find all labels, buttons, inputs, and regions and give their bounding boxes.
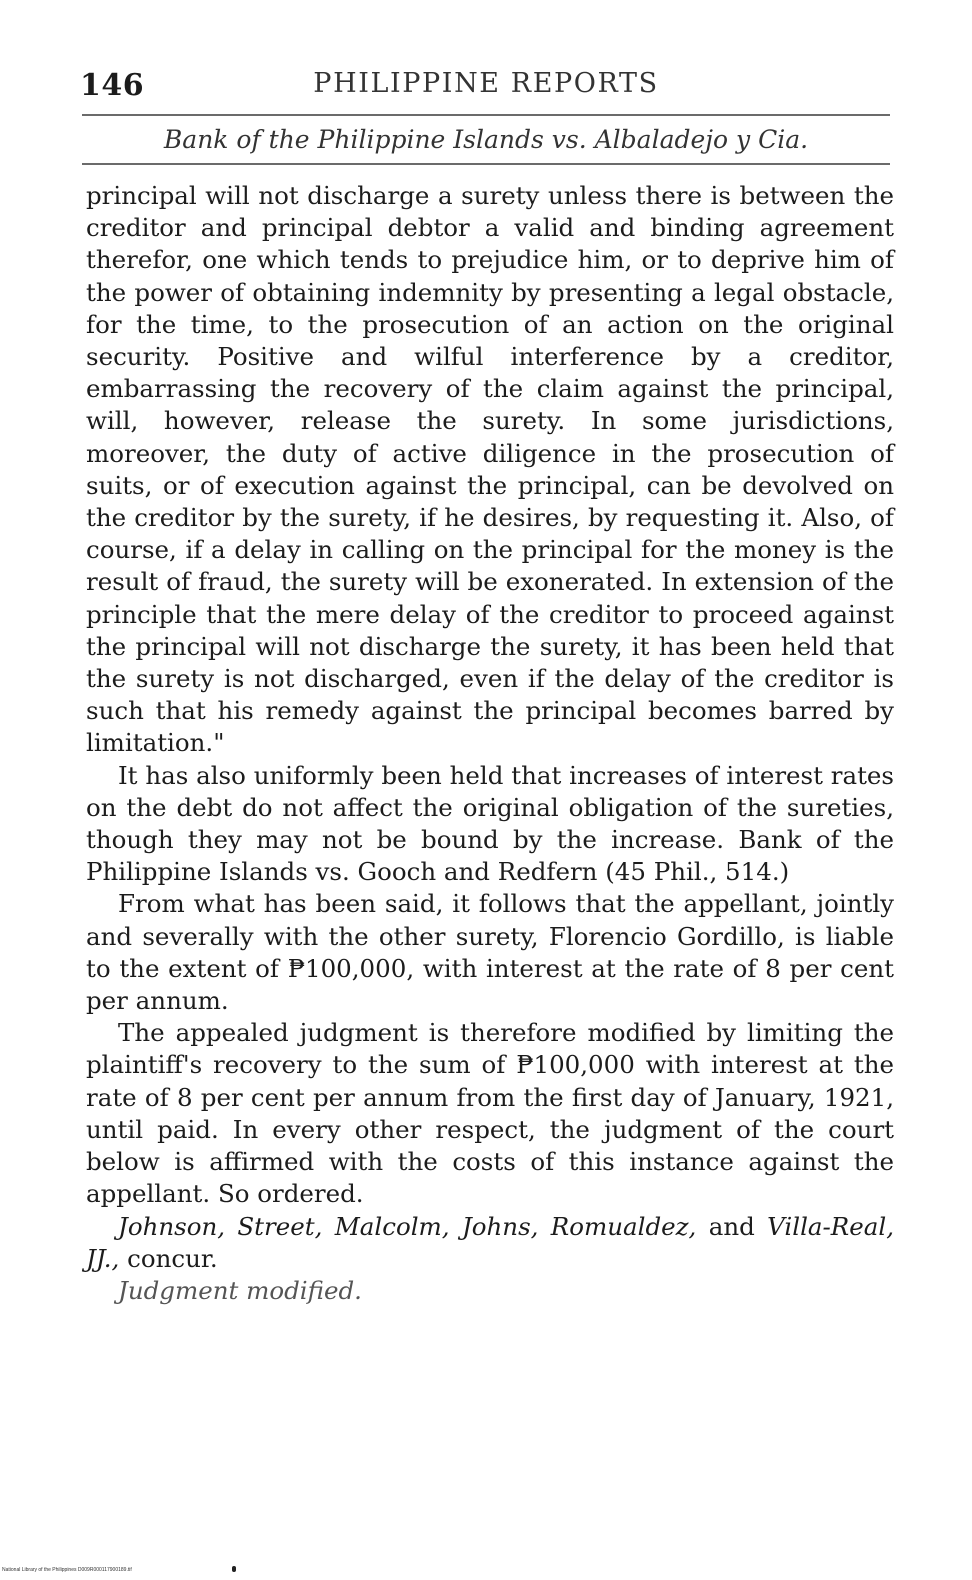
concurrence-connector: and — [696, 1211, 768, 1241]
paragraph-liability: From what has been said, it follows that the appellant, jointly and severally with the other surety, Florencio Gordillo, is liable to the extent of ₱100,000, with interest at the rate of 8 per cent per annum. — [86, 889, 894, 1016]
concurrence — [86, 1211, 894, 1275]
page-number: 146 — [80, 68, 145, 103]
case-title: Bank of the Philippine Islands vs. Albaladejo y Cia. — [163, 125, 809, 154]
disposition: Judgment modified. — [118, 1275, 362, 1305]
paragraph-interest-rates: It has also uniformly been held that increases of interest rates on the debt do not affect the original obligation of the sureties, though they may not be bound by the increase. Bank of the Philippine Islands vs. Gooch and Redfern (45 Phil., 514.) — [86, 760, 894, 887]
header-rule-top — [82, 114, 890, 116]
concurring-justice-last: Villa-Real, JJ., — [86, 1211, 894, 1273]
paragraph-quote-continuation: principal will not discharge a surety unless there is between the creditor and principal debtor a valid and binding agreement therefor, one which tends to prejudice him, or to deprive him of the power of obtaining indemnity by presenting a legal obstacle, for the time, to the prosecution of an action on the original security. Positive and wilful interference by a creditor, embarrassing the recovery of the claim against the principal, will, however, release the surety. In some jurisdictions, moreover, the duty of active diligence in the prosecution of suits, or of execution against the principal, can be devolved on the creditor by the surety, if he desires, by requesting it. Also, of course, if a delay in calling on the principal for the money is the result of fraud, the surety will be exonerated. In extension of the principle that the mere delay of the creditor to proceed against the principal will not discharge the surety, it has been held that the surety is not discharged, even if the delay of the creditor is such that his remedy against the principal becomes barred by limitation." — [86, 181, 894, 758]
body-text — [86, 180, 894, 1307]
concurrence-suffix: concur. — [119, 1243, 218, 1273]
footer-credit: National Library of the Philippines D009R000117900189.tif — [2, 1567, 132, 1573]
footer-dot — [232, 1566, 236, 1572]
concurring-justices: Johnson, Street, Malcolm, Johns, Romualdez, — [118, 1211, 697, 1241]
running-head: PHILIPPINE REPORTS — [313, 68, 659, 99]
paragraph-judgment: The appealed judgment is therefore modified by limiting the plaintiff's recovery to the sum of ₱100,000 with interest at the rate of 8 per cent per annum from the first day of January, 1921, until paid. In every other respect, the judgment of the court below is affirmed with the costs of this instance against the appellant. So ordered. — [86, 1018, 894, 1209]
header-rule-bottom — [82, 163, 890, 165]
